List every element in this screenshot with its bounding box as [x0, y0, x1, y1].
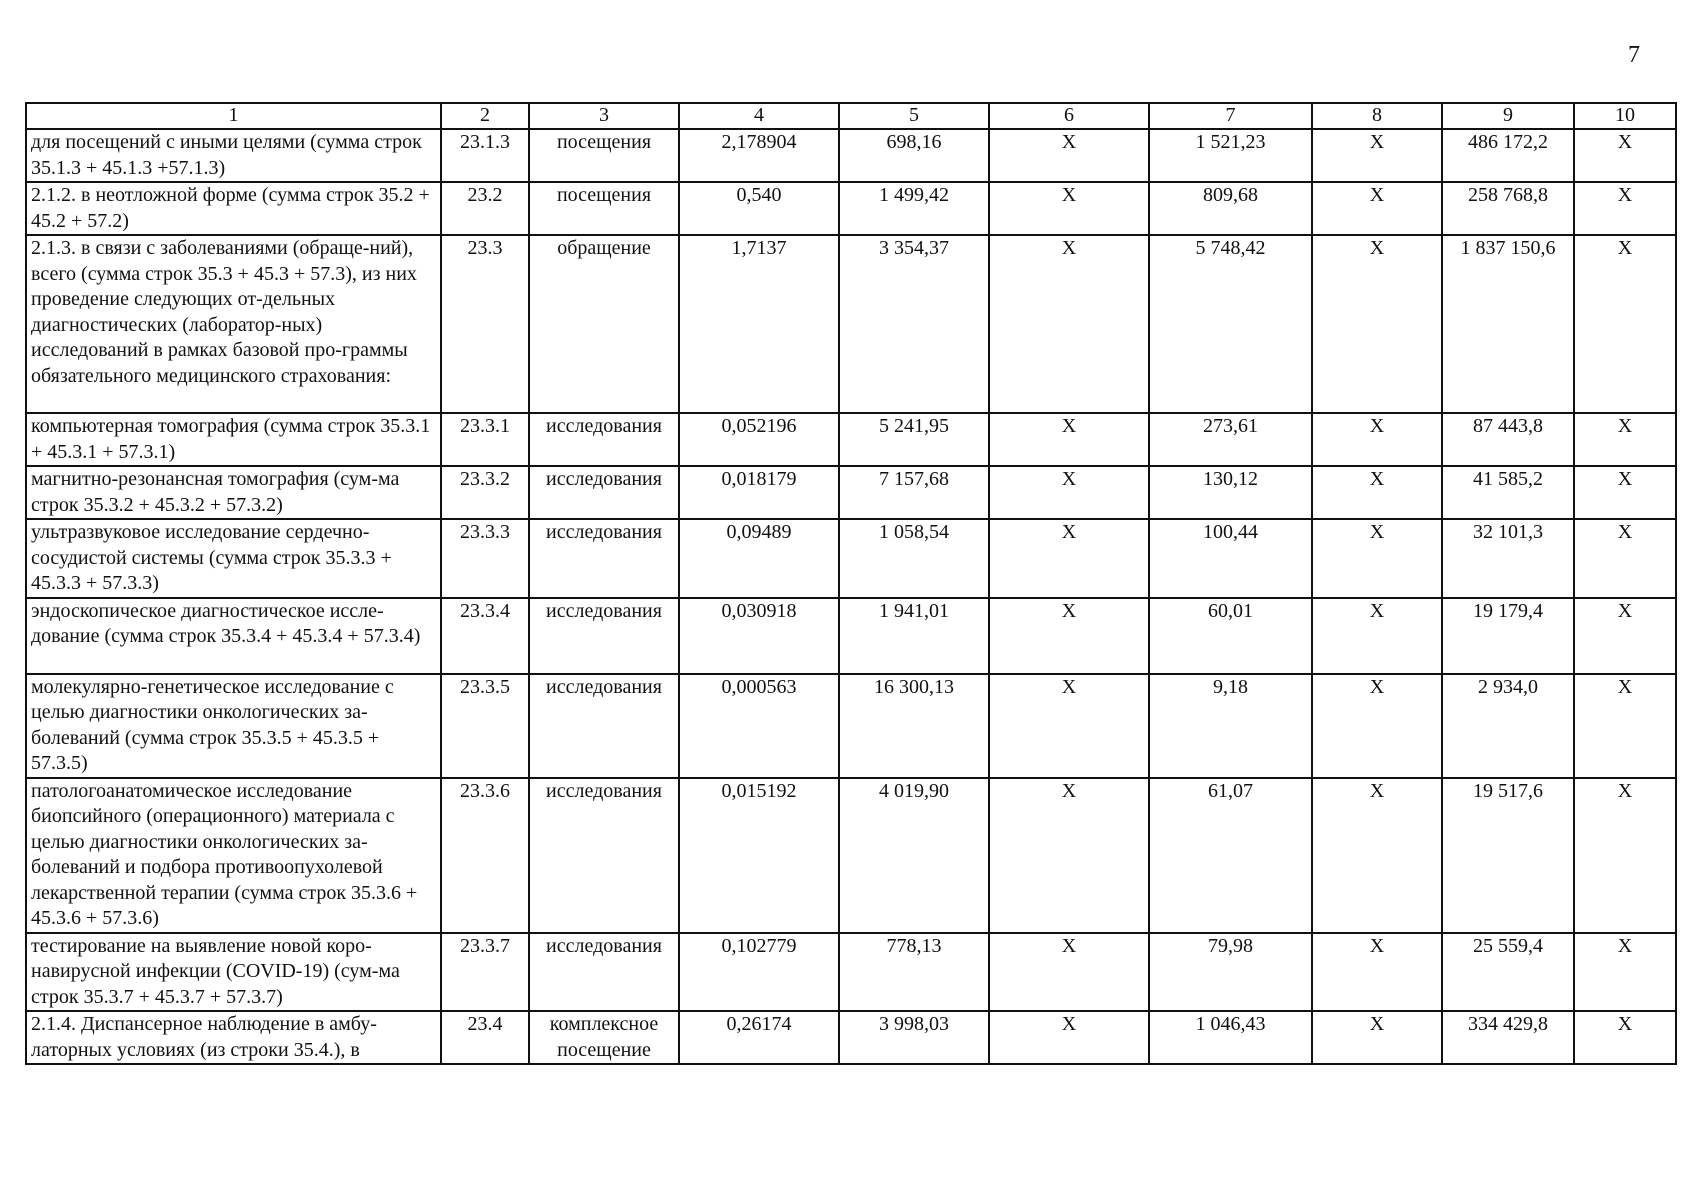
- value-cell: 4 019,90: [839, 778, 989, 933]
- x-cell: X: [1574, 466, 1676, 519]
- unit-cell: комплексное посещение: [529, 1011, 679, 1064]
- unit-cell: посещения: [529, 182, 679, 235]
- table-row: [26, 235, 1676, 413]
- x-cell: X: [1574, 1011, 1676, 1064]
- unit-cell: исследования: [529, 413, 679, 466]
- x-cell: X: [1312, 413, 1442, 466]
- value-cell: 5 241,95: [839, 413, 989, 466]
- value-cell: 19 517,6: [1442, 778, 1574, 933]
- value-cell: 258 768,8: [1442, 182, 1574, 235]
- x-cell: X: [1574, 519, 1676, 598]
- column-header: 2: [441, 103, 529, 129]
- x-cell: X: [1312, 235, 1442, 413]
- x-cell: X: [989, 129, 1149, 182]
- table-row: [26, 674, 1676, 778]
- x-cell: X: [1574, 778, 1676, 933]
- value-cell: 2,178904: [679, 129, 839, 182]
- value-cell: 25 559,4: [1442, 933, 1574, 1012]
- column-header: 1: [26, 103, 441, 129]
- column-header: 4: [679, 103, 839, 129]
- value-cell: 3 998,03: [839, 1011, 989, 1064]
- value-cell: 87 443,8: [1442, 413, 1574, 466]
- row-description: 2.1.3. в связи с заболеваниями (обраще-ний), всего (сумма строк 35.3 + 45.3 + 57.3), из них проведение следующих от-дельных диагностических (лаборатор-ных) исследований в рамках базовой про-граммы обязательного медицинского страхования:: [26, 235, 441, 413]
- x-cell: X: [1312, 778, 1442, 933]
- page-number: 7: [1628, 42, 1640, 68]
- value-cell: 1 046,43: [1149, 1011, 1312, 1064]
- column-header: 7: [1149, 103, 1312, 129]
- table-row: [26, 778, 1676, 933]
- value-cell: 0,26174: [679, 1011, 839, 1064]
- value-cell: 9,18: [1149, 674, 1312, 778]
- value-cell: 41 585,2: [1442, 466, 1574, 519]
- x-cell: X: [989, 778, 1149, 933]
- value-cell: 5 748,42: [1149, 235, 1312, 413]
- value-cell: 0,018179: [679, 466, 839, 519]
- value-cell: 3 354,37: [839, 235, 989, 413]
- unit-cell: посещения: [529, 129, 679, 182]
- value-cell: 1 837 150,6: [1442, 235, 1574, 413]
- column-header: 9: [1442, 103, 1574, 129]
- value-cell: 1 499,42: [839, 182, 989, 235]
- x-cell: X: [989, 674, 1149, 778]
- row-code: 23.2: [441, 182, 529, 235]
- value-cell: 486 172,2: [1442, 129, 1574, 182]
- value-cell: 778,13: [839, 933, 989, 1012]
- value-cell: 334 429,8: [1442, 1011, 1574, 1064]
- unit-cell: исследования: [529, 519, 679, 598]
- x-cell: X: [989, 1011, 1149, 1064]
- value-cell: 0,015192: [679, 778, 839, 933]
- unit-cell: обращение: [529, 235, 679, 413]
- table-row: [26, 933, 1676, 1012]
- x-cell: X: [989, 933, 1149, 1012]
- value-cell: 1,7137: [679, 235, 839, 413]
- unit-cell: исследования: [529, 598, 679, 674]
- value-cell: 7 157,68: [839, 466, 989, 519]
- x-cell: X: [1312, 129, 1442, 182]
- value-cell: 698,16: [839, 129, 989, 182]
- value-cell: 1 058,54: [839, 519, 989, 598]
- value-cell: 2 934,0: [1442, 674, 1574, 778]
- row-description: компьютерная томография (сумма строк 35.3.1 + 45.3.1 + 57.3.1): [26, 413, 441, 466]
- column-header: 6: [989, 103, 1149, 129]
- table-row: [26, 466, 1676, 519]
- row-code: 23.3: [441, 235, 529, 413]
- x-cell: X: [1312, 182, 1442, 235]
- value-cell: 273,61: [1149, 413, 1312, 466]
- row-code: 23.4: [441, 1011, 529, 1064]
- row-description: 2.1.2. в неотложной форме (сумма строк 35.2 + 45.2 + 57.2): [26, 182, 441, 235]
- row-code: 23.3.1: [441, 413, 529, 466]
- x-cell: X: [1312, 1011, 1442, 1064]
- column-header: 10: [1574, 103, 1676, 129]
- value-cell: 16 300,13: [839, 674, 989, 778]
- table-row: [26, 413, 1676, 466]
- unit-cell: исследования: [529, 466, 679, 519]
- value-cell: 0,000563: [679, 674, 839, 778]
- x-cell: X: [1312, 466, 1442, 519]
- row-description: магнитно-резонансная томография (сум-ма строк 35.3.2 + 45.3.2 + 57.3.2): [26, 466, 441, 519]
- x-cell: X: [989, 519, 1149, 598]
- table-row: [26, 519, 1676, 598]
- row-description: 2.1.4. Диспансерное наблюдение в амбу-латорных условиях (из строки 35.4.), в: [26, 1011, 441, 1064]
- x-cell: X: [989, 598, 1149, 674]
- table-row: [26, 598, 1676, 674]
- row-code: 23.3.6: [441, 778, 529, 933]
- row-description: ультразвуковое исследование сердечно-сосудистой системы (сумма строк 35.3.3 + 45.3.3 + 57.3.3): [26, 519, 441, 598]
- column-header: 3: [529, 103, 679, 129]
- row-code: 23.3.4: [441, 598, 529, 674]
- unit-cell: исследования: [529, 933, 679, 1012]
- x-cell: X: [989, 466, 1149, 519]
- value-cell: 19 179,4: [1442, 598, 1574, 674]
- x-cell: X: [989, 413, 1149, 466]
- x-cell: X: [1574, 598, 1676, 674]
- value-cell: 130,12: [1149, 466, 1312, 519]
- row-code: 23.3.5: [441, 674, 529, 778]
- table-row: [26, 182, 1676, 235]
- table-row: [26, 129, 1676, 182]
- unit-cell: исследования: [529, 778, 679, 933]
- row-code: 23.1.3: [441, 129, 529, 182]
- x-cell: X: [989, 182, 1149, 235]
- x-cell: X: [1312, 519, 1442, 598]
- x-cell: X: [1574, 933, 1676, 1012]
- x-cell: X: [1574, 674, 1676, 778]
- value-cell: 0,102779: [679, 933, 839, 1012]
- value-cell: 0,09489: [679, 519, 839, 598]
- data-table: [25, 102, 1677, 1065]
- row-code: 23.3.3: [441, 519, 529, 598]
- unit-cell: исследования: [529, 674, 679, 778]
- value-cell: 1 941,01: [839, 598, 989, 674]
- row-description: для посещений с иными целями (сумма строк 35.1.3 + 45.1.3 +57.1.3): [26, 129, 441, 182]
- value-cell: 809,68: [1149, 182, 1312, 235]
- x-cell: X: [1312, 674, 1442, 778]
- x-cell: X: [1574, 129, 1676, 182]
- x-cell: X: [989, 235, 1149, 413]
- row-description: молекулярно-генетическое исследование с целью диагностики онкологических за-болеваний (сумма строк 35.3.5 + 45.3.5 + 57.3.5): [26, 674, 441, 778]
- row-description: патологоанатомическое исследование биопсийного (операционного) материала с целью диагностики онкологических за-болеваний и подбора противоопухолевой лекарственной терапии (сумма строк 35.3.6 + 45.3.6 + 57.3.6): [26, 778, 441, 933]
- value-cell: 32 101,3: [1442, 519, 1574, 598]
- value-cell: 0,052196: [679, 413, 839, 466]
- value-cell: 1 521,23: [1149, 129, 1312, 182]
- row-description: эндоскопическое диагностическое иссле-дование (сумма строк 35.3.4 + 45.3.4 + 57.3.4): [26, 598, 441, 674]
- value-cell: 0,540: [679, 182, 839, 235]
- value-cell: 61,07: [1149, 778, 1312, 933]
- column-header: 5: [839, 103, 989, 129]
- row-description: тестирование на выявление новой коро-навирусной инфекции (COVID-19) (сум-ма строк 35.3.7 + 45.3.7 + 57.3.7): [26, 933, 441, 1012]
- x-cell: X: [1312, 598, 1442, 674]
- x-cell: X: [1312, 933, 1442, 1012]
- x-cell: X: [1574, 413, 1676, 466]
- column-header: 8: [1312, 103, 1442, 129]
- value-cell: 100,44: [1149, 519, 1312, 598]
- table-row: [26, 1011, 1676, 1064]
- x-cell: X: [1574, 182, 1676, 235]
- x-cell: X: [1574, 235, 1676, 413]
- value-cell: 79,98: [1149, 933, 1312, 1012]
- row-code: 23.3.2: [441, 466, 529, 519]
- value-cell: 60,01: [1149, 598, 1312, 674]
- header-row: [26, 103, 1676, 129]
- value-cell: 0,030918: [679, 598, 839, 674]
- row-code: 23.3.7: [441, 933, 529, 1012]
